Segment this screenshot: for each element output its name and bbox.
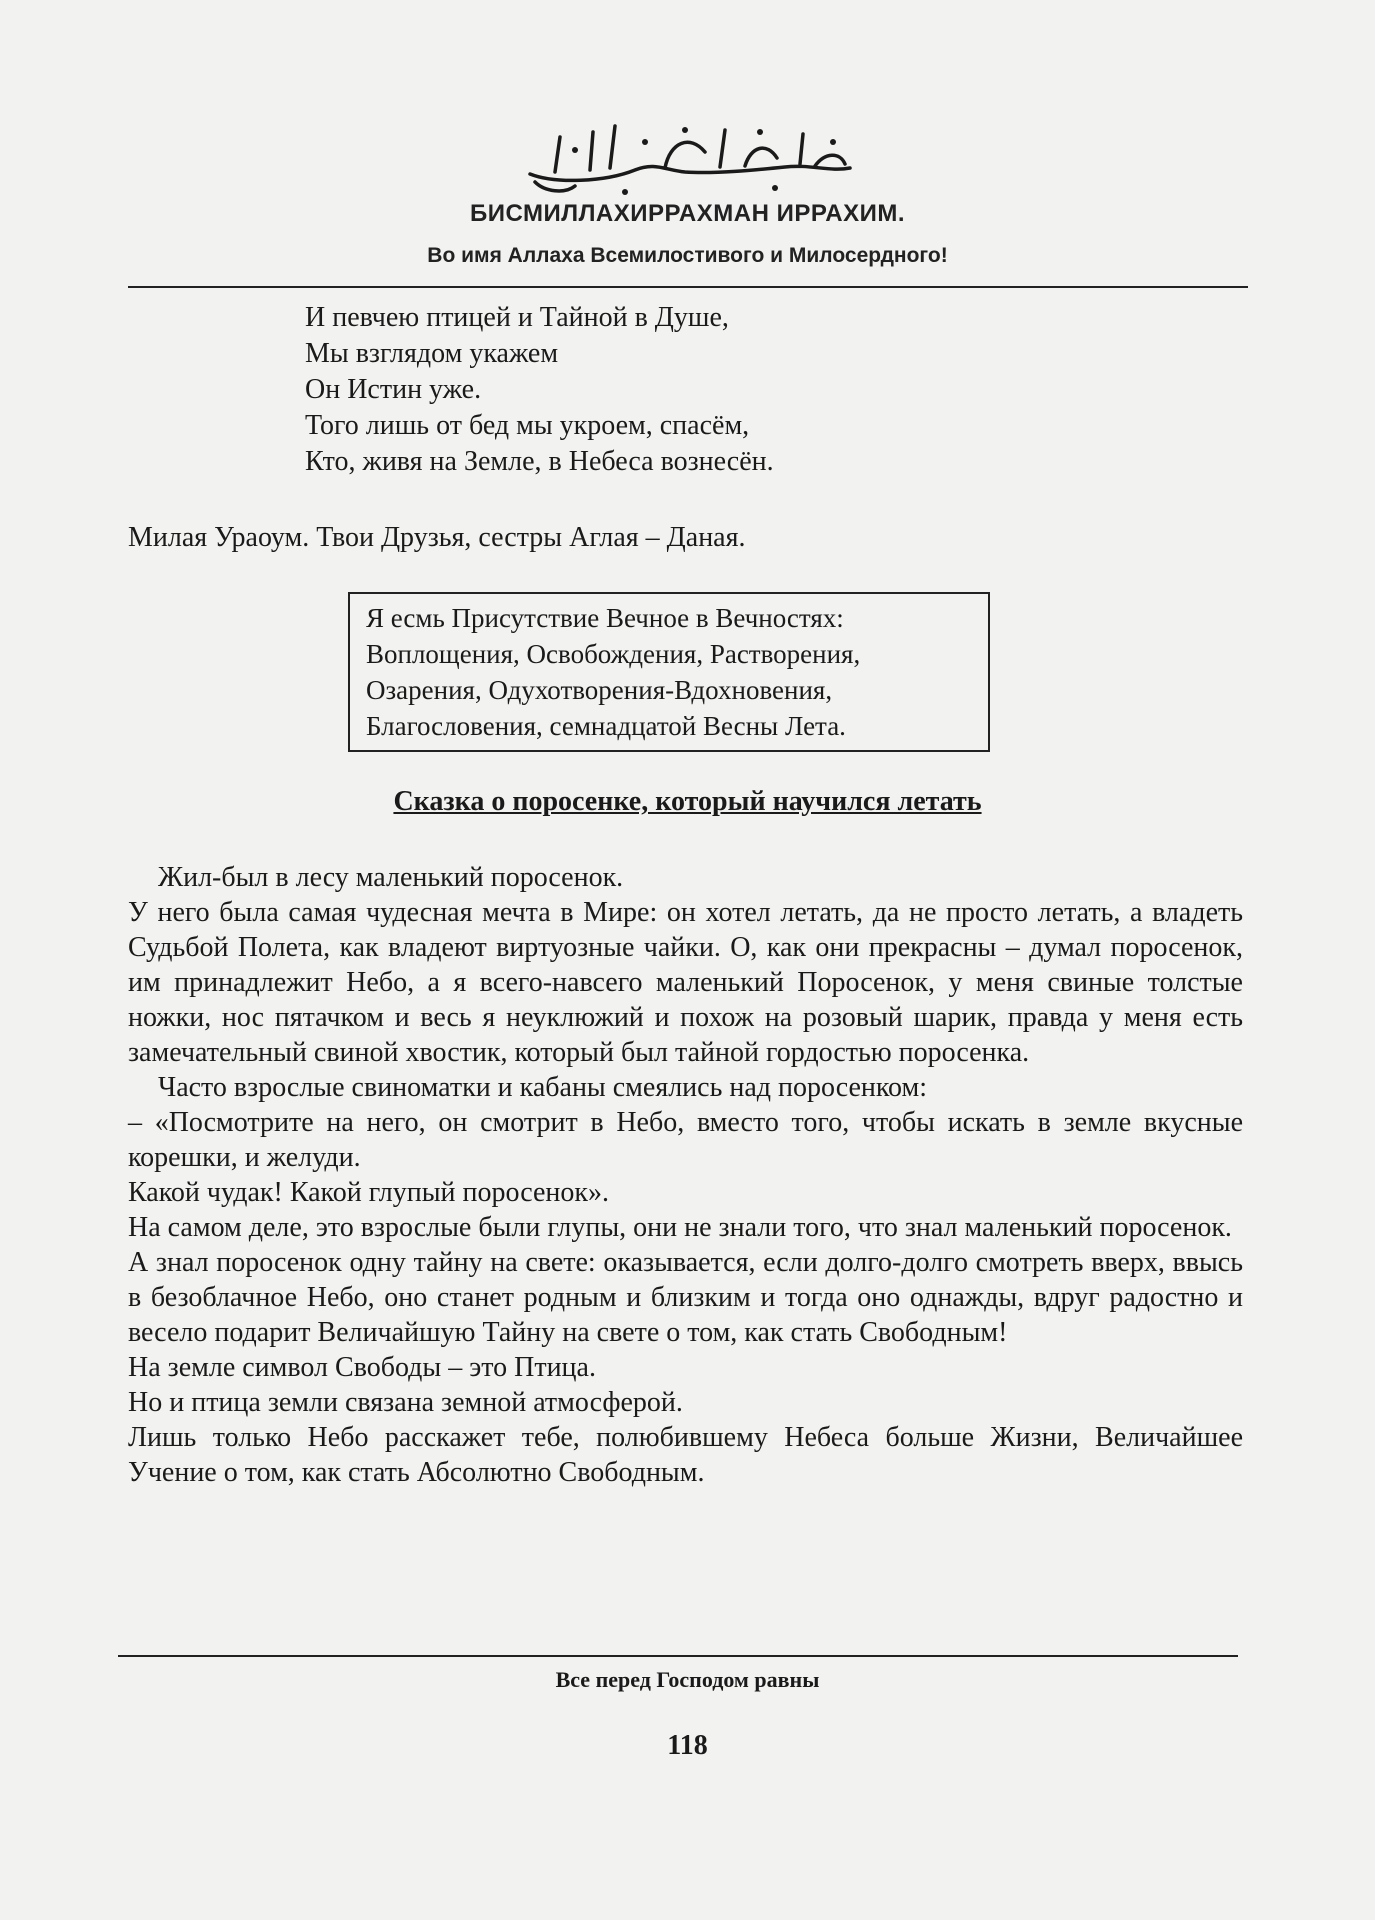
- poem-line: Он Истин уже.: [305, 374, 482, 405]
- story-paragraph: Какой чудак! Какой глупый поросенок».: [128, 1177, 610, 1208]
- poem-block: [305, 300, 774, 480]
- greeting-line: Милая Ураоум. Твои Друзья, сестры Аглая – Даная.: [128, 522, 746, 553]
- framed-line: Я есмь Присутствие Вечное в Вечностях:: [366, 603, 844, 633]
- story-paragraph: Но и птица земли связана земной атмосферой.: [128, 1387, 683, 1418]
- story-paragraph: Часто взрослые свиноматки и кабаны смеялись над поросенком:: [158, 1072, 928, 1103]
- poem-line: Того лишь от бед мы укроем, спасём,: [305, 410, 750, 441]
- arabic-calligraphy-logo: [515, 112, 865, 202]
- story-paragraph: Лишь только Небо расскажет тебе, полюбившему Небеса больше Жизни, Величайшее Учение о том, как стать Абсолютно Свободным.: [128, 1422, 1243, 1488]
- footer-divider: [118, 1655, 1238, 1657]
- framed-affirmation-box: [348, 592, 990, 752]
- story-paragraph: – «Посмотрите на него, он смотрит в Небо, вместо того, чтобы искать в земле вкусные корешки, и желуди.: [128, 1107, 1243, 1173]
- story-title: Сказка о поросенке, который научился летать: [393, 786, 982, 817]
- page-number: 118: [667, 1730, 708, 1761]
- header-divider: [128, 286, 1248, 288]
- story-body: [128, 860, 1243, 1490]
- story-paragraph: На земле символ Свободы – это Птица.: [128, 1352, 596, 1383]
- page-header-subtitle: Во имя Аллаха Всемилостивого и Милосердного!: [427, 244, 948, 267]
- framed-line: Озарения, Одухотворения-Вдохновения,: [366, 675, 833, 705]
- poem-line: И певчею птицей и Тайной в Душе,: [305, 302, 729, 333]
- story-paragraph: У него была самая чудесная мечта в Мире: он хотел летать, да не просто летать, а владеть Судьбой Полета, как владеют виртуозные чайки. О, как они прекрасны – думал поросенок, им принадлежит Небо, а я всего-навсего маленький Поросенок, у меня свиные толстые ножки, нос пятачком и весь я неуклюжий и похож на розовый шарик, правда у меня есть замечательный свиной хвостик, который был тайной гордостью поросенка.: [128, 897, 1243, 1068]
- framed-line: Воплощения, Освобождения, Растворения,: [366, 639, 861, 669]
- page-header-title: БИСМИЛЛАХИРРАХМАН ИРРАХИМ.: [469, 200, 905, 227]
- poem-line: Кто, живя на Земле, в Небеса вознесён.: [305, 446, 774, 477]
- page-footer: Все перед Господом равны: [555, 1667, 820, 1692]
- story-paragraph: А знал поросенок одну тайну на свете: оказывается, если долго-долго смотреть вверх, ввысь в безоблачное Небо, оно станет родным и близким и тогда оно однажды, вдруг радостно и весело подарит Величайшую Тайну на свете о том, как стать Свободным!: [128, 1247, 1243, 1348]
- poem-line: Мы взглядом укажем: [305, 338, 559, 369]
- story-paragraph: На самом деле, это взрослые были глупы, они не знали того, что знал маленький поросенок.: [128, 1212, 1232, 1243]
- framed-line: Благословения, семнадцатой Весны Лета.: [366, 711, 846, 741]
- story-paragraph: Жил-был в лесу маленький поросенок.: [158, 862, 624, 893]
